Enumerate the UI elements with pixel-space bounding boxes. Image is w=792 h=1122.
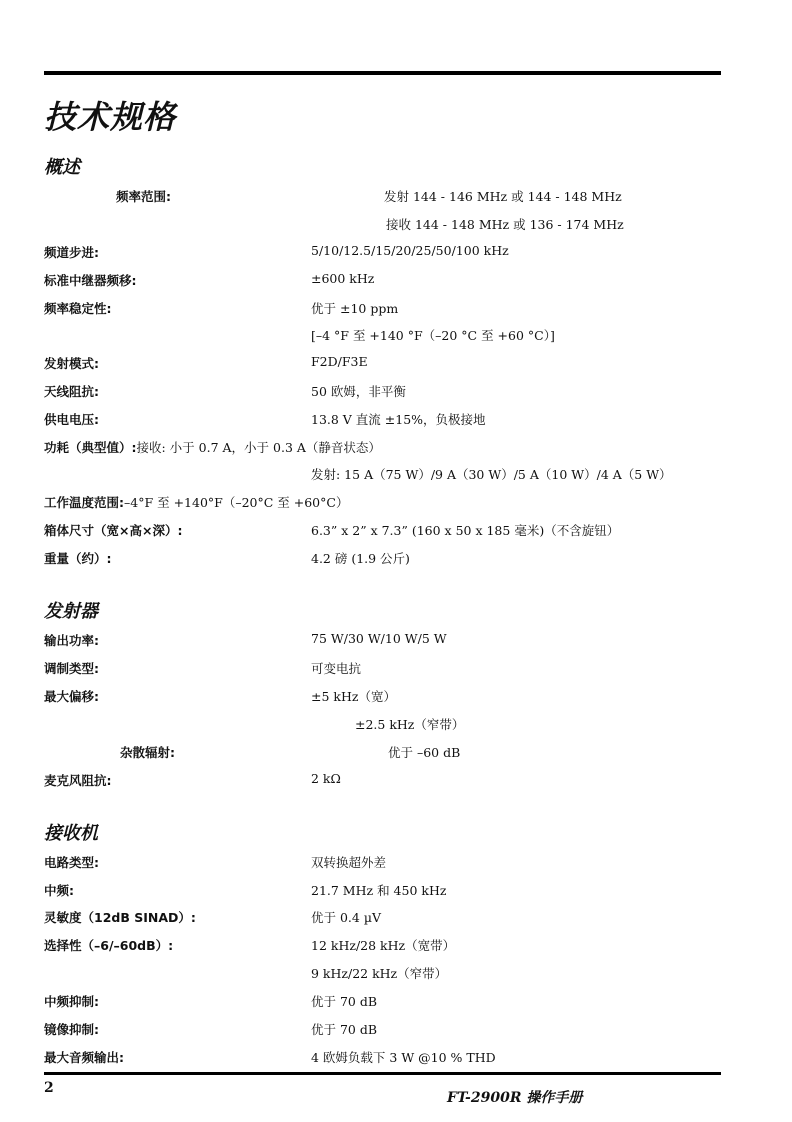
spec-label bbox=[44, 438, 381, 456]
spec-row-current-tx bbox=[0, 465, 792, 485]
spec-label: 频道步进: bbox=[44, 245, 99, 260]
section-overview-heading: 概述 bbox=[44, 157, 80, 178]
bottom-rule bbox=[44, 1072, 721, 1075]
spec-row-supply bbox=[0, 410, 792, 430]
spec-value: 双转换超外差 bbox=[311, 855, 387, 870]
spec-value: 21.7 MHz 和 450 kHz bbox=[311, 883, 447, 898]
spec-row-freq-range-rx bbox=[0, 215, 792, 235]
spec-row-mic bbox=[0, 771, 792, 791]
spec-row-channel-step bbox=[0, 243, 792, 263]
spec-row-freq-stability-range bbox=[0, 326, 792, 346]
spec-row-deviation-narrow bbox=[0, 715, 792, 735]
spec-label: 发射模式: bbox=[44, 356, 99, 371]
spec-value: 优于 70 dB bbox=[311, 1022, 378, 1037]
spec-row-if bbox=[0, 881, 792, 901]
spec-label: 中频抑制: bbox=[44, 994, 99, 1009]
spec-value: ±5 kHz（宽） bbox=[311, 689, 396, 704]
spec-row-modulation bbox=[0, 659, 792, 679]
spec-row-freq-stability bbox=[0, 299, 792, 319]
spec-row-circuit bbox=[0, 853, 792, 873]
spec-label: 镜像抑制: bbox=[44, 1022, 99, 1037]
spec-label bbox=[44, 493, 348, 511]
spec-label: 电路类型: bbox=[44, 855, 99, 870]
spec-row-if-rejection bbox=[0, 992, 792, 1012]
spec-value: 50 欧姆，非平衡 bbox=[311, 384, 406, 399]
spec-label: 输出功率: bbox=[44, 633, 99, 648]
spec-value: 12 kHz/28 kHz（宽带） bbox=[311, 938, 456, 953]
spec-value: ±2.5 kHz（窄带） bbox=[355, 717, 465, 732]
spec-row-antenna bbox=[0, 382, 792, 402]
spec-row-image-rejection bbox=[0, 1020, 792, 1040]
spec-value: ±600 kHz bbox=[311, 271, 375, 286]
spec-value: 优于 0.4 µV bbox=[311, 910, 381, 925]
spec-row-temp bbox=[0, 493, 792, 513]
spec-label: 选择性（–6/–60dB）: bbox=[44, 938, 174, 953]
spec-row-size bbox=[0, 521, 792, 541]
spec-value: 75 W/30 W/10 W/5 W bbox=[311, 631, 447, 646]
spec-label-text: 功耗（典型值）: bbox=[44, 440, 137, 455]
spec-value: 接收 144 - 148 MHz 或 136 - 174 MHz bbox=[386, 217, 624, 232]
spec-inline-value: 接收: 小于 0.7 A，小于 0.3 A（静音状态） bbox=[136, 440, 381, 455]
page-number: 2 bbox=[44, 1080, 54, 1096]
spec-row-selectivity-narrow bbox=[0, 964, 792, 984]
spec-row-spurious bbox=[0, 743, 792, 763]
spec-label: 标准中继器频移: bbox=[44, 273, 137, 288]
spec-value: 5/10/12.5/15/20/25/50/100 kHz bbox=[311, 243, 509, 258]
spec-row-repeater-shift bbox=[0, 271, 792, 291]
spec-label: 频率稳定性: bbox=[44, 301, 112, 316]
spec-label: 天线阻抗: bbox=[44, 384, 99, 399]
spec-value: 6.3” x 2” x 7.3” (160 x 50 x 185 毫米)（不含旋钮） bbox=[311, 523, 620, 538]
spec-row-sensitivity bbox=[0, 908, 792, 928]
spec-value: 2 kΩ bbox=[311, 771, 341, 786]
spec-value: 优于 –60 dB bbox=[388, 745, 461, 760]
section-receiver-heading: 接收机 bbox=[44, 823, 98, 844]
spec-label: 重量（约）: bbox=[44, 551, 112, 566]
spec-value: 优于 70 dB bbox=[311, 994, 378, 1009]
spec-value: 13.8 V 直流 ±15%，负极接地 bbox=[311, 412, 486, 427]
spec-value: 优于 ±10 ppm bbox=[311, 301, 399, 316]
spec-value: 4 欧姆负载下 3 W @10 % THD bbox=[311, 1050, 496, 1065]
spec-label: 调制类型: bbox=[44, 661, 99, 676]
spec-label: 麦克风阻抗: bbox=[44, 773, 112, 788]
spec-row-emission bbox=[0, 354, 792, 374]
spec-value: 发射 144 - 146 MHz 或 144 - 148 MHz bbox=[384, 189, 622, 204]
spec-value: 4.2 磅 (1.9 公斤) bbox=[311, 551, 410, 566]
page-title: 技术规格 bbox=[44, 98, 177, 136]
spec-label: 箱体尺寸（宽×高×深）: bbox=[44, 523, 183, 538]
spec-label: 频率范围: bbox=[116, 189, 171, 204]
spec-value: 9 kHz/22 kHz（窄带） bbox=[311, 966, 448, 981]
spec-label: 灵敏度（12dB SINAD）: bbox=[44, 910, 196, 925]
spec-label: 杂散辐射: bbox=[120, 745, 175, 760]
spec-label-text: 工作温度范围: bbox=[44, 495, 124, 510]
spec-row-weight bbox=[0, 549, 792, 569]
spec-row-deviation bbox=[0, 687, 792, 707]
spec-row-power bbox=[0, 631, 792, 651]
spec-label: 中频: bbox=[44, 883, 74, 898]
spec-value: [–4 °F 至 +140 °F（–20 °C 至 +60 °C）] bbox=[311, 328, 555, 343]
footer-manual-title: FT-2900R 操作手册 bbox=[447, 1090, 583, 1106]
spec-label: 最大音频输出: bbox=[44, 1050, 124, 1065]
spec-value: F2D/F3E bbox=[311, 354, 368, 369]
spec-row-selectivity bbox=[0, 936, 792, 956]
spec-row-audio-output bbox=[0, 1048, 792, 1068]
top-rule bbox=[44, 71, 721, 75]
spec-value: 发射: 15 A（75 W）/9 A（30 W）/5 A（10 W）/4 A（5 W） bbox=[311, 467, 672, 482]
spec-label: 最大偏移: bbox=[44, 689, 99, 704]
spec-value: 可变电抗 bbox=[311, 661, 362, 676]
spec-inline-value: –4°F 至 +140°F（–20°C 至 +60°C） bbox=[124, 495, 349, 510]
spec-label: 供电电压: bbox=[44, 412, 99, 427]
section-transmitter-heading: 发射器 bbox=[44, 601, 98, 622]
spec-row-current bbox=[0, 438, 792, 458]
spec-row-freq-range bbox=[0, 187, 792, 207]
